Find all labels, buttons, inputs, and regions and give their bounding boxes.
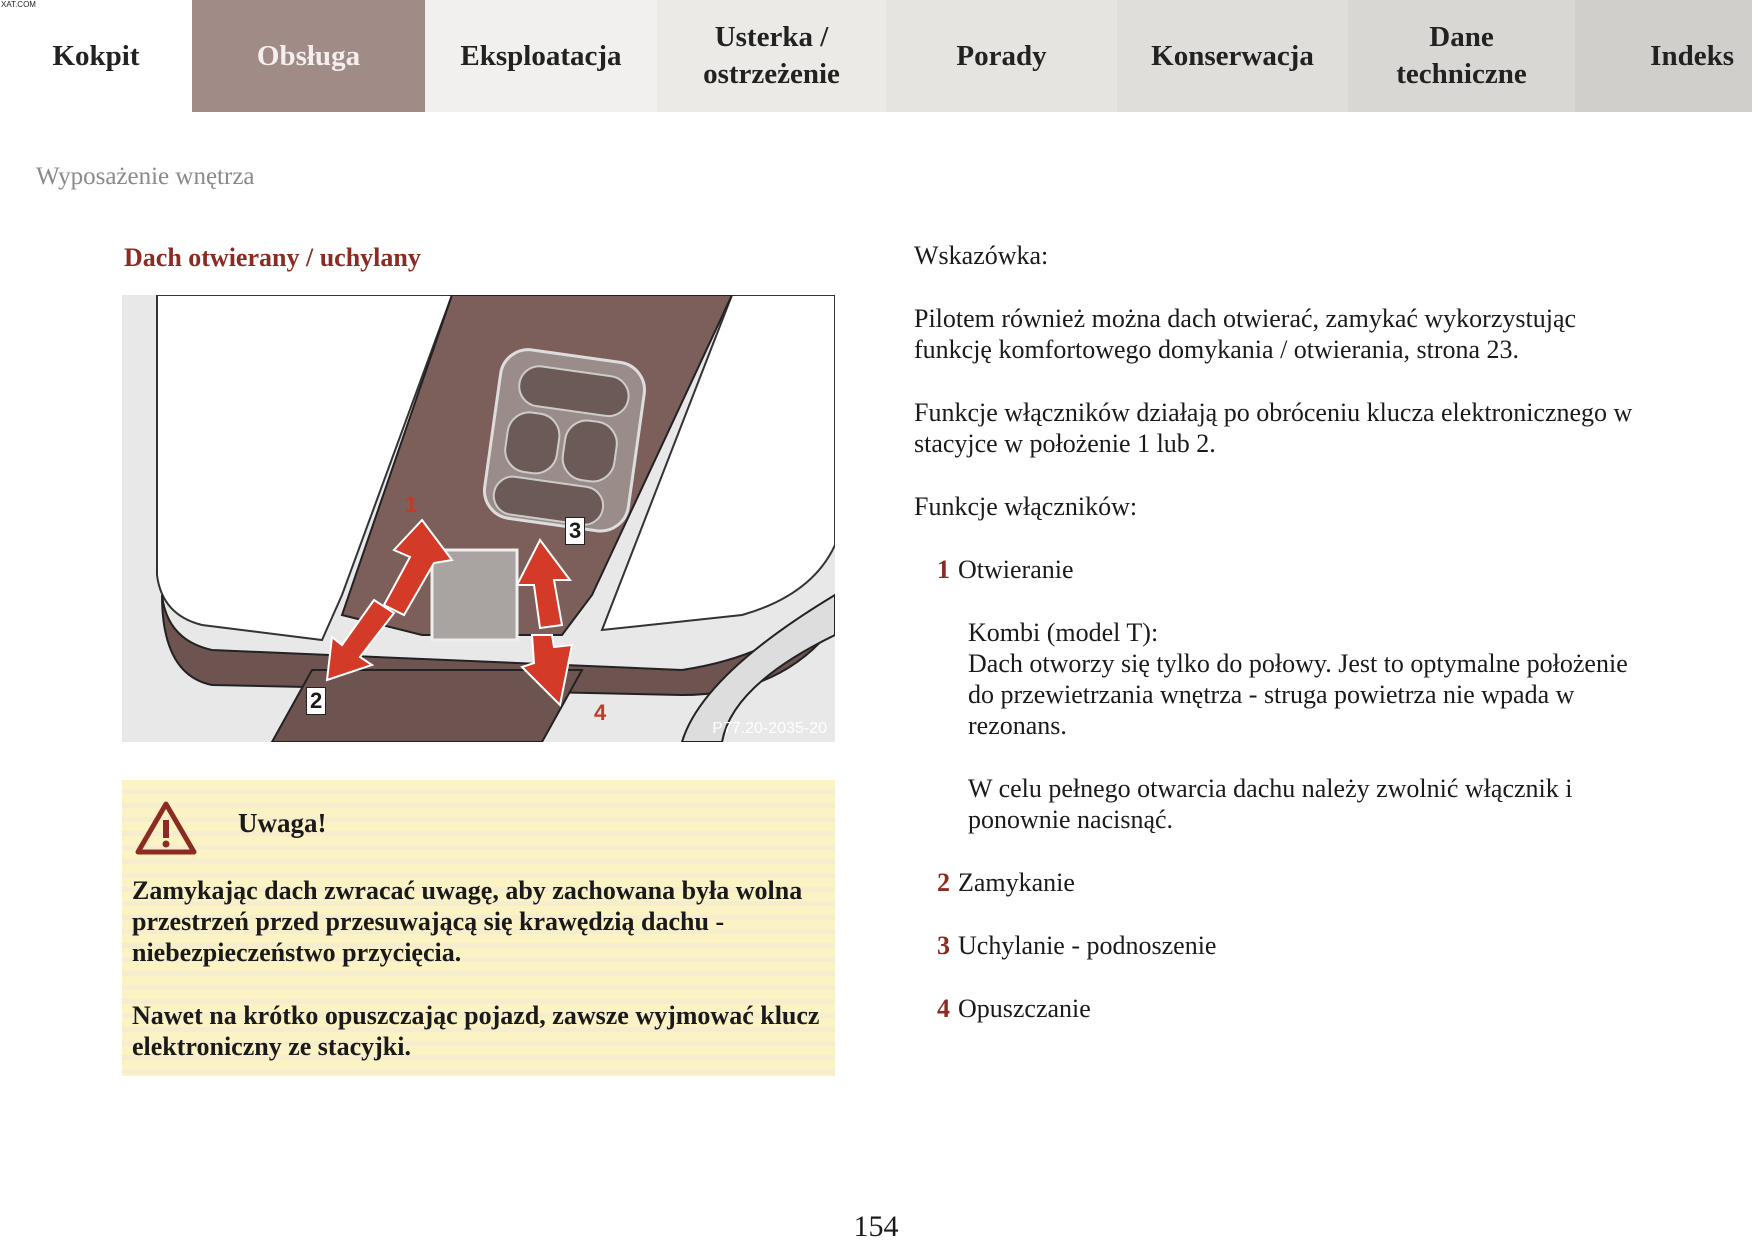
list-item	[914, 993, 1634, 1024]
item-number: 4	[937, 994, 950, 1023]
tab-obsluga[interactable]: Obsługa	[192, 0, 425, 112]
functions-label: Funkcje włączników:	[914, 492, 1138, 521]
item-number: 3	[937, 931, 950, 960]
callout-1: 1	[405, 492, 418, 517]
tab-usterka[interactable]: Usterka / ostrzeżenie	[657, 0, 886, 112]
item-label: Zamykanie	[958, 868, 1075, 897]
section-title: Wyposażenie wnętrza	[36, 163, 255, 190]
callout-3: 3	[565, 517, 585, 545]
tab-eksploatacja[interactable]: Eksploatacja	[425, 0, 657, 112]
full-open-note: W celu pełnego otwarcia dachu należy zwolnić włącznik i ponownie nacisnąć.	[968, 774, 1573, 834]
item-number: 2	[937, 868, 950, 897]
list-item	[914, 867, 1634, 898]
tab-konserwacja[interactable]: Konserwacja	[1117, 0, 1348, 112]
tab-porady[interactable]: Porady	[886, 0, 1117, 112]
list-item	[914, 554, 1634, 585]
tab-kokpit[interactable]: Kokpit	[0, 0, 192, 112]
callout-4: 4	[594, 700, 607, 725]
page-heading: Dach otwierany / uchylany	[124, 243, 421, 272]
figure-code: P77.20-2035-20	[712, 720, 827, 737]
chapter-nav	[0, 0, 1752, 112]
list-item	[914, 930, 1634, 961]
warning-text-2: Nawet na krótko opuszczając pojazd, zawsze wyjmować klucz elektroniczny ze stacyjki.	[132, 1001, 820, 1061]
note-remote: Pilotem również można dach otwierać, zamykać wykorzystując funkcję komfortowego domykania / otwierania, strona 23.	[914, 304, 1577, 364]
kombi-text: Dach otworzy się tylko do połowy. Jest to optymalne położenie do przewietrzania wnętrza - struga powietrza nie wpada w rezonans.	[968, 649, 1628, 740]
tab-indeks[interactable]: Indeks	[1575, 0, 1752, 112]
item-label: Otwieranie	[958, 555, 1074, 584]
sunroof-switch-illustration	[122, 295, 835, 742]
kombi-title: Kombi (model T):	[968, 618, 1159, 647]
note-ignition: Funkcje włączników działają po obróceniu klucza elektronicznego w stacyjce w położenie 1 lub 2.	[914, 398, 1633, 458]
callout-2: 2	[306, 687, 326, 715]
item-number: 1	[937, 555, 950, 584]
item-label: Uchylanie - podnoszenie	[958, 931, 1217, 960]
tab-dane-techniczne[interactable]: Dane techniczne	[1348, 0, 1575, 112]
item-label: Opuszczanie	[958, 994, 1091, 1023]
warning-title: Uwaga!	[238, 808, 327, 838]
warning-box	[122, 780, 835, 1076]
warning-text-1: Zamykając dach zwracać uwagę, aby zachowana była wolna przestrzeń przed przesuwającą się krawędzią dachu - niebezpieczeństwo przycięcia.	[132, 876, 803, 967]
instructions-column	[914, 240, 1634, 1056]
corner-mark: XAT.COM	[1, 0, 36, 9]
warning-triangle-icon	[134, 800, 198, 856]
page-number: 154	[853, 1210, 899, 1243]
kombi-note	[968, 617, 1634, 741]
note-label: Wskazówka:	[914, 241, 1049, 270]
